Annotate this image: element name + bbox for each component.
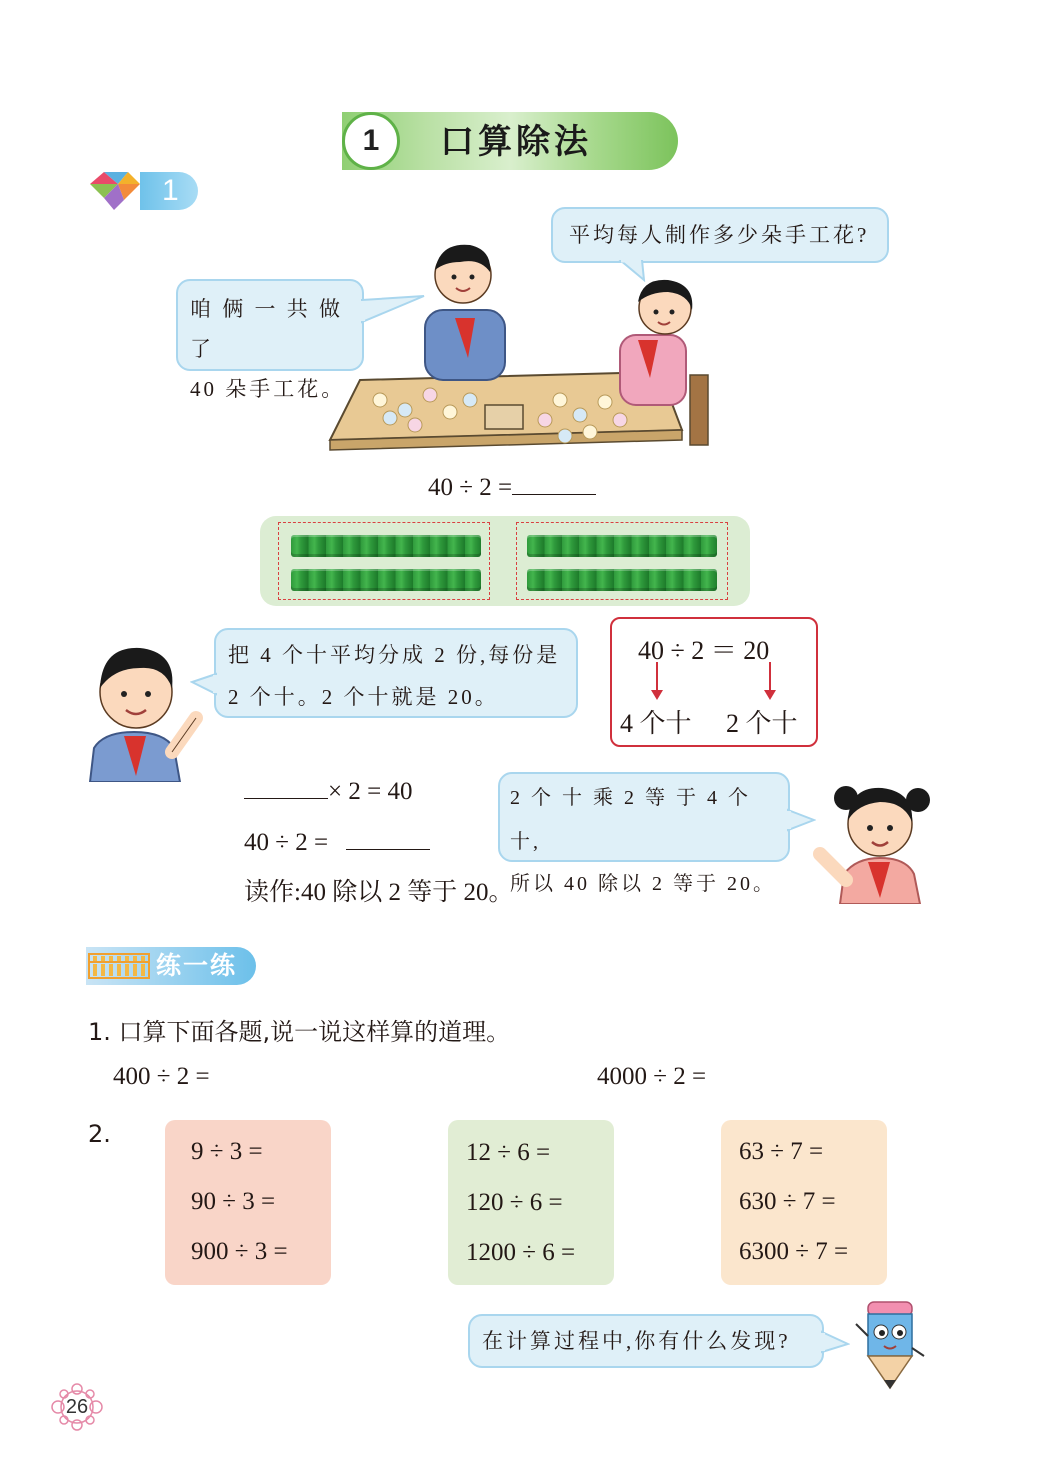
ten-block-bar — [527, 535, 717, 557]
answer-blank[interactable] — [244, 774, 328, 799]
down-arrow-icon — [648, 662, 666, 702]
division-equation — [244, 825, 430, 857]
block-group-left — [278, 522, 490, 600]
exercise-card-2 — [448, 1120, 614, 1285]
discovery-question-bubble — [468, 1314, 824, 1368]
bubble-tail — [820, 1330, 850, 1354]
answer-blank[interactable] — [346, 825, 430, 850]
bubble-tail — [190, 672, 218, 696]
boy-character — [84, 640, 206, 782]
multiplication-equation — [244, 774, 412, 806]
main-equation — [428, 470, 596, 502]
exercise-line: 630 ÷ 7 = — [739, 1188, 836, 1215]
division-prefix: 40 ÷ 2 = — [244, 829, 329, 856]
exercise-line: 90 ÷ 3 = — [191, 1188, 276, 1215]
page-number: 26 — [65, 1395, 89, 1418]
box-equation: 40 ÷ 2 ＝ 20 — [638, 636, 770, 665]
ten-block-bar — [291, 535, 481, 557]
girl-character — [810, 770, 940, 904]
read-as-text: 读作:40 除以 2 等于 20。 — [244, 879, 514, 906]
exercise-card-1 — [165, 1120, 331, 1285]
exercise-line: 9 ÷ 3 = — [191, 1138, 263, 1165]
abacus-icon — [88, 953, 150, 979]
question-2-label: 2. — [88, 1120, 111, 1148]
down-arrow-icon — [761, 662, 779, 702]
exercise-line: 120 ÷ 6 = — [466, 1189, 563, 1216]
example-number: 1 — [140, 172, 198, 210]
question-1b: 4000 ÷ 2 = — [597, 1063, 707, 1090]
tangram-icon — [88, 166, 142, 214]
girl-explain-bubble — [498, 772, 790, 895]
exercise-line: 900 ÷ 3 = — [191, 1238, 288, 1265]
exercise-line: 12 ÷ 6 = — [466, 1139, 551, 1166]
question-1a: 400 ÷ 2 = — [113, 1063, 210, 1090]
pencil-mascot-icon — [850, 1296, 930, 1392]
boy-speech-line2: 40 朵手工花。 — [190, 377, 346, 401]
multiplication-suffix: × 2 = 40 — [328, 778, 413, 805]
discovery-question-text: 在计算过程中,你有什么发现? — [482, 1329, 791, 1353]
ten-block-bar — [527, 569, 717, 591]
exercise-card-3 — [721, 1120, 887, 1285]
lesson-number: 1 — [342, 112, 400, 170]
place-value-blocks-panel — [260, 516, 750, 606]
answer-blank[interactable] — [512, 470, 596, 495]
boy-explain-line1: 把 4 个十平均分成 2 份,每份是 — [228, 643, 561, 667]
exercise-line: 63 ÷ 7 = — [739, 1138, 824, 1165]
girl-explain-line1: 2 个 十 乘 2 等 于 4 个 十, — [510, 787, 751, 853]
lesson-title: 口算除法 — [440, 122, 592, 162]
girl-explain-line2: 所以 40 除以 2 等于 20。 — [510, 873, 776, 895]
children-making-flowers-illustration — [320, 240, 720, 460]
practice-label: 练一练 — [156, 951, 238, 980]
ten-block-bar — [291, 569, 481, 591]
box-label-left: 4 个十 — [620, 709, 692, 738]
boy-explain-line2: 2 个十。2 个十就是 20。 — [228, 685, 499, 709]
boy-explain-bubble — [214, 628, 578, 718]
exercise-line: 6300 ÷ 7 = — [739, 1238, 849, 1265]
question-1-text: 1. 口算下面各题,说一说这样算的道理。 — [88, 1018, 511, 1046]
box-label-right: 2 个十 — [726, 709, 798, 738]
exercise-line: 1200 ÷ 6 = — [466, 1239, 576, 1266]
main-equation-left: 40 ÷ 2 = — [428, 474, 513, 501]
block-group-right — [516, 522, 728, 600]
boy-speech-line1: 咱 俩 一 共 做 了 — [190, 297, 343, 361]
girl-speech-text: 平均每人制作多少朵手工花? — [569, 223, 870, 247]
